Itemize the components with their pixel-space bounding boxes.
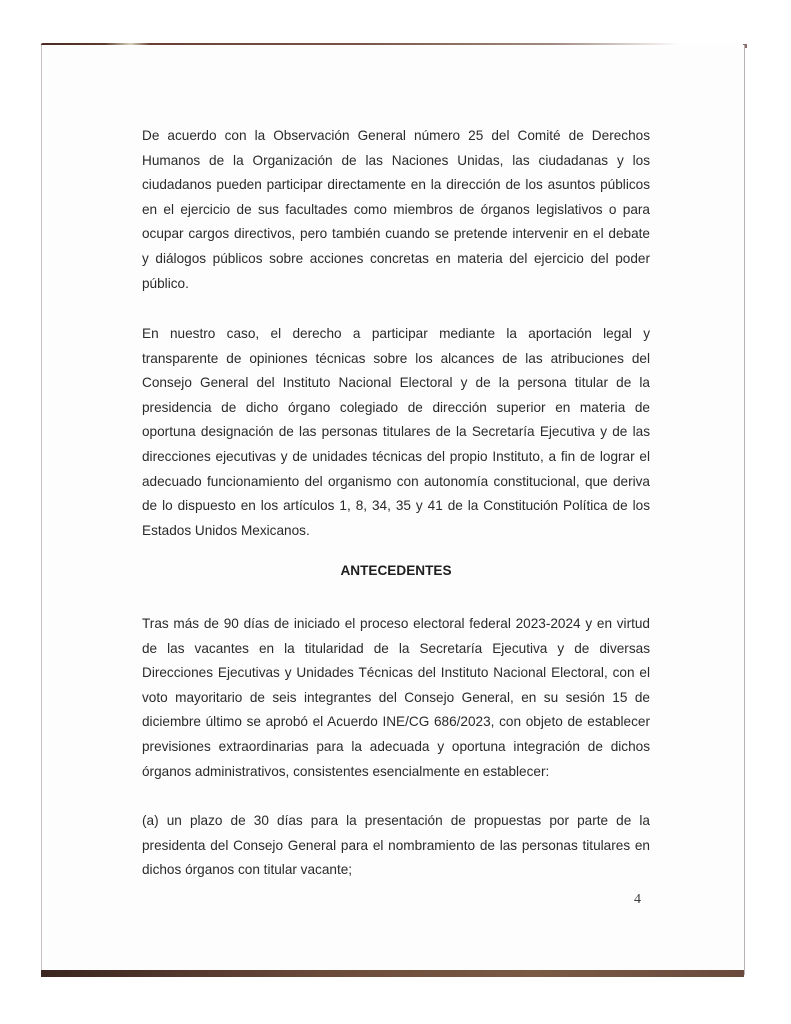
text-line: presidencia de dicho órgano colegiado de dirección superior en materia de <box>142 399 650 415</box>
text-line: direcciones ejecutivas y de unidades técnicas del propio Instituto, a fin de lograr el <box>142 448 650 464</box>
paragraph-item-a <box>142 809 650 883</box>
text-line: órganos administrativos, consistentes esencialmente en establecer: <box>142 763 550 779</box>
text-line: Direcciones Ejecutivas y Unidades Técnicas del Instituto Nacional Electoral, con el <box>142 665 650 681</box>
text-line: presidenta del Consejo General para el nombramiento de las personas titulares en <box>142 837 650 853</box>
text-line: adecuado funcionamiento del organismo con autonomía constitucional, que deriva <box>142 473 650 489</box>
text-line: De acuerdo con la Observación General número 25 del Comité de Derechos <box>142 128 650 143</box>
page-number: 4 <box>634 892 641 907</box>
text-line: voto mayoritario de seis integrantes del Consejo General, en su sesión 15 de <box>142 689 650 705</box>
text-line: público. <box>142 275 189 291</box>
text-line: previsiones extraordinarias para la adecuada y oportuna integración de dichos <box>142 738 650 754</box>
text-line: (a) un plazo de 30 días para la presentación de propuestas por parte de la <box>142 813 650 828</box>
paragraph-antecedentes <box>142 612 650 784</box>
paragraph-observacion-general <box>142 124 650 296</box>
text-line: y diálogos públicos sobre acciones concretas en materia del ejercicio del poder <box>142 250 650 266</box>
text-line: Consejo General del Instituto Nacional Electoral y de la persona titular de la <box>142 375 650 391</box>
text-line: de las vacantes en la titularidad de la Secretaría Ejecutiva y de diversas <box>142 640 650 656</box>
text-line: En nuestro caso, el derecho a participar mediante la aportación legal y <box>142 326 650 341</box>
text-line: dichos órganos con titular vacante; <box>142 862 353 878</box>
text-line: transparente de opiniones técnicas sobre los alcances de las atribuciones del <box>142 350 650 366</box>
text-line: Estados Unidos Mexicanos. <box>142 522 310 538</box>
section-heading-antecedentes: ANTECEDENTES <box>340 563 452 578</box>
text-line: de lo dispuesto en los artículos 1, 8, 34, 35 y 41 de la Constitución Política de los <box>142 498 650 514</box>
scanned-page-bottom-edge <box>41 970 744 977</box>
text-line: oportuna designación de las personas titulares de la Secretaría Ejecutiva y de las <box>142 424 650 440</box>
text-line: Tras más de 90 días de iniciado el proceso electoral federal 2023-2024 y en virtud <box>142 616 650 631</box>
text-line: Humanos de la Organización de las Naciones Unidas, las ciudadanas y los <box>142 152 650 168</box>
paragraph-nuestro-caso <box>142 322 650 543</box>
text-line: en el ejercicio de sus facultades como miembros de órganos legislativos o para <box>142 201 650 217</box>
text-line: ocupar cargos directivos, pero también cuando se pretende intervenir en el debate <box>142 226 650 242</box>
text-line: ciudadanos pueden participar directamente en la dirección de los asuntos públicos <box>142 177 650 193</box>
text-line: diciembre último se aprobó el Acuerdo INE/CG 686/2023, con objeto de establecer <box>142 714 650 730</box>
